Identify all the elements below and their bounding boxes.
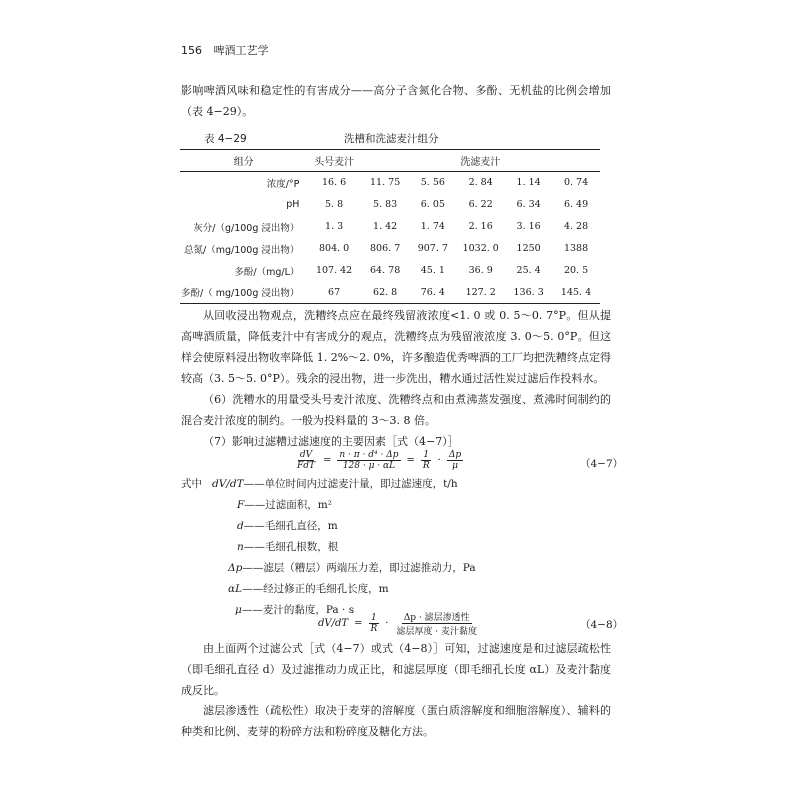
table-cell: 5. 56 xyxy=(420,177,445,189)
table-number: 表 4−29 xyxy=(204,133,247,145)
table-cell: 11. 75 xyxy=(370,177,401,189)
table-row xyxy=(180,238,600,260)
table-row xyxy=(180,282,600,304)
row-label: 总氮/（mg/100g 浸出物） xyxy=(184,244,300,256)
table-cell: 4. 28 xyxy=(563,221,589,232)
table-cell: 5. 8 xyxy=(325,199,344,210)
table-cell: 806. 7 xyxy=(370,243,401,254)
table-cell: 6. 05 xyxy=(420,199,445,210)
table-cell: 64. 78 xyxy=(370,265,401,276)
row-label: 灰分/（g/100g 浸出物） xyxy=(193,222,300,234)
row-label: 多酚/（mg/L） xyxy=(234,266,300,278)
equation-number-4-8: （4−8） xyxy=(580,619,624,631)
where-item: αL——经过修正的毛细孔长度，m xyxy=(228,583,389,595)
table-cell: 136. 3 xyxy=(505,282,552,304)
table-cell: 25. 4 xyxy=(516,265,541,276)
fraction-permeability: $\frac{\text{Δp · 滤层渗透性}}{\text{滤层厚度 · 麦汁黏度}}$ xyxy=(394,610,479,637)
table-title: 洗槽和洗滤麦汁组分 xyxy=(344,133,439,145)
table-row xyxy=(180,194,600,216)
table-row xyxy=(180,172,600,194)
table-cell: 127. 2 xyxy=(456,282,505,304)
table-cell: 36. 9 xyxy=(468,265,493,276)
table-cell: 107. 42 xyxy=(315,265,353,276)
row-label: pH xyxy=(286,199,300,210)
table-cell: 6. 22 xyxy=(468,199,493,210)
table-cell: 1. 42 xyxy=(373,221,398,232)
table-cell: 907. 7 xyxy=(417,243,448,254)
table-cell: 1. 74 xyxy=(420,221,445,232)
table-cell: 62. 8 xyxy=(361,282,410,304)
header-first-wort: 头号麦汁 xyxy=(307,150,360,172)
table-cell: 2. 16 xyxy=(468,221,493,232)
where-item: F——过滤面积，m² xyxy=(237,499,332,511)
where-item: Δp——滤层（糟层）两端压力差，即过滤推动力，Pa xyxy=(228,562,476,574)
table-cell: 2. 84 xyxy=(468,177,493,189)
where-item: d——毛细孔直径，m xyxy=(237,520,338,532)
table-cell: 1032. 0 xyxy=(462,243,499,254)
row-label: 多酚/（ mg/100g 浸出物） xyxy=(180,282,307,304)
wort-composition-table xyxy=(180,149,600,304)
equation-4-8: dV/dT = $\frac{1}{R}$ · $\frac{\text{Δp · 滤层渗透性}}{\text{滤层厚度 · 麦汁黏度}}$ xyxy=(318,610,479,637)
filtration-factors-heading: （7）影响过滤糟过滤速度的主要因素［式（4−7）］ xyxy=(203,435,459,448)
equation-number-4-7: （4−7） xyxy=(580,458,624,470)
where-item: dV/dT——单位时间内过滤麦汁量，即过滤速度，t/h xyxy=(212,478,458,490)
fraction-dp-over-mu: $\frac{\Delta p}{\mu}$ xyxy=(448,450,462,471)
table-cell: 6. 49 xyxy=(563,199,589,210)
where-item: n——毛细孔根数，根 xyxy=(237,541,339,553)
table-cell: 1250 xyxy=(516,243,541,254)
recovery-paragraph: 从回收浸出物观点，洗糟终点应在最终残留液浓度<1. 0 或 0. 5～0. 7°P。但从提高啤酒质量，降低麦汁中有害成分的观点，洗糟终点为残留液浓度 3. 0～5. 0°P。但这样会使原料浸出物收率降低 1. 2%～2. 0%，许多酿造优秀啤酒的工厂均把洗糟终点定得较高（3. 5～5. 0°P）。残余的浸出物，进一步洗出，糟水通过活性炭过滤后作投料水。 xyxy=(181,309,611,385)
fraction-one-over-r: $\frac{1}{R}$ xyxy=(422,450,430,471)
running-header xyxy=(181,42,269,58)
table-cell: 45. 1 xyxy=(420,265,445,276)
fraction-one-over-r: $\frac{1}{R}$ xyxy=(370,613,378,634)
table-row xyxy=(180,216,600,238)
page-number: 156 xyxy=(181,44,202,57)
table-cell: 5. 83 xyxy=(373,199,398,210)
table-cell: 1. 14 xyxy=(516,177,541,189)
fraction-poiseuille: $\frac{\text{n · π · d⁴ · Δp}}{128 \cdot \mu \cdot \alpha L}$ xyxy=(339,450,399,471)
table-cell: 76. 4 xyxy=(409,282,456,304)
table-row xyxy=(180,260,600,282)
table-cell: 145. 4 xyxy=(552,282,600,304)
table-cell: 20. 5 xyxy=(563,265,589,276)
header-component: 组分 xyxy=(180,150,307,172)
header-sparge-wort: 洗滤麦汁 xyxy=(361,150,600,172)
book-title: 啤酒工艺学 xyxy=(213,44,269,57)
table-cell: 16. 6 xyxy=(322,177,347,189)
where-item: μ——麦汁的黏度，Pa · s xyxy=(235,604,355,616)
sparge-water-paragraph: （6）洗糟水的用量受头号麦汁浓度、洗糟终点和由煮沸蒸发强度、煮沸时间制约的混合麦汁浓度的制约。一般为投料量的 3～3. 8 倍。 xyxy=(181,393,611,427)
table-cell: 0. 74 xyxy=(563,177,589,189)
table-cell: 67 xyxy=(307,282,360,304)
equation-4-7: $\frac{dV}{\text{FdT}}$ = $\frac{\text{n · π · d⁴ · Δp}}{128 \cdot \mu \cdot \alpha L}$ = $\frac{1}{R}$ · $\frac{\Delta p}{\mu}$ xyxy=(297,450,462,471)
table-cell: 804. 0 xyxy=(318,243,350,254)
table-cell: 1. 3 xyxy=(325,221,344,232)
fraction-dv-fdt: $\frac{dV}{\text{FdT}}$ xyxy=(297,450,316,471)
intro-paragraph: 影响啤酒风味和稳定性的有害成分——高分子含氮化合物、多酚、无机盐的比例会增加（表 4−29）。 xyxy=(181,84,611,118)
table-cell: 3. 16 xyxy=(516,221,541,232)
row-label: 浓度/°P xyxy=(266,178,300,190)
table-cell: 6. 34 xyxy=(516,199,541,210)
table-cell: 1388 xyxy=(563,243,589,254)
where-prefix: 式中 xyxy=(181,478,202,490)
permeability-paragraph: 滤层渗透性（疏松性）取决于麦芽的溶解度（蛋白质溶解度和细胞溶解度）、辅料的种类和比例、麦芽的粉碎方法和粉碎度及糖化方法。 xyxy=(181,704,611,738)
formulas-conclusion-paragraph: 由上面两个过滤公式［式（4−7）或式（4−8）］可知，过滤速度是和过滤层疏松性（即毛细孔直径 d）及过滤推动力成正比，和滤层厚度（即毛细孔长度 αL）及麦汁黏度成反比。 xyxy=(181,642,611,697)
